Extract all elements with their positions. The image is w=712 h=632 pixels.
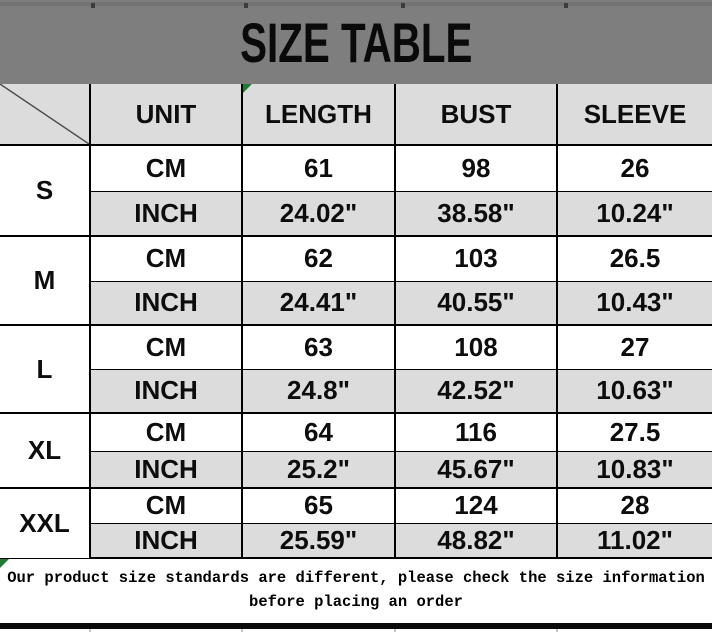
row-m-inch xyxy=(0,281,712,325)
unit-cell: CM xyxy=(90,413,242,451)
value-cell: 28 xyxy=(557,488,712,523)
column-header-length xyxy=(242,84,395,145)
unit-cell: CM xyxy=(90,325,242,369)
value-cell: 65 xyxy=(242,488,395,523)
grid-artifact-top xyxy=(0,2,712,6)
value-cell: 10.24" xyxy=(557,191,712,236)
value-cell: 25.59" xyxy=(242,523,395,558)
size-label-l: L xyxy=(0,325,90,413)
value-cell: 10.43" xyxy=(557,281,712,325)
error-marker-icon xyxy=(243,84,252,93)
row-l-inch xyxy=(0,369,712,413)
size-label-m: M xyxy=(0,236,90,325)
row-l-cm xyxy=(0,325,712,369)
value-cell: 63 xyxy=(242,325,395,369)
value-cell: 40.55" xyxy=(395,281,557,325)
note-line-2: before placing an order xyxy=(249,593,463,611)
grid-artifact-notch xyxy=(401,3,405,8)
grid-artifact-notch xyxy=(564,3,568,8)
unit-cell: INCH xyxy=(90,369,242,413)
size-table xyxy=(0,84,712,559)
value-cell: 42.52" xyxy=(395,369,557,413)
row-xxl-cm xyxy=(0,488,712,523)
grid-artifact-notch xyxy=(91,3,95,8)
value-cell: 38.58" xyxy=(395,191,557,236)
value-cell: 45.67" xyxy=(395,451,557,488)
value-cell: 103 xyxy=(395,236,557,281)
size-label-xl: XL xyxy=(0,413,90,488)
row-xl-cm xyxy=(0,413,712,451)
column-header-unit: UNIT xyxy=(90,84,242,145)
value-cell: 26.5 xyxy=(557,236,712,281)
unit-cell: INCH xyxy=(90,523,242,558)
value-cell: 61 xyxy=(242,145,395,191)
size-label-s: S xyxy=(0,145,90,236)
value-cell: 62 xyxy=(242,236,395,281)
value-cell: 27 xyxy=(557,325,712,369)
header-row xyxy=(0,84,712,145)
column-header-length-label: LENGTH xyxy=(265,98,372,129)
value-cell: 24.41" xyxy=(242,281,395,325)
unit-cell: CM xyxy=(90,236,242,281)
value-cell: 24.02" xyxy=(242,191,395,236)
column-header-sleeve: SLEEVE xyxy=(557,84,712,145)
size-label-xxl: XXL xyxy=(0,488,90,558)
value-cell: 24.8" xyxy=(242,369,395,413)
value-cell: 11.02" xyxy=(557,523,712,558)
value-cell: 116 xyxy=(395,413,557,451)
value-cell: 26 xyxy=(557,145,712,191)
value-cell: 98 xyxy=(395,145,557,191)
diagonal-header-cell xyxy=(0,84,90,145)
value-cell: 10.83" xyxy=(557,451,712,488)
unit-cell: CM xyxy=(90,145,242,191)
page-title: SIZE TABLE xyxy=(239,10,473,74)
value-cell: 124 xyxy=(395,488,557,523)
value-cell: 108 xyxy=(395,325,557,369)
row-m-cm xyxy=(0,236,712,281)
value-cell: 64 xyxy=(242,413,395,451)
unit-cell: INCH xyxy=(90,281,242,325)
unit-cell: INCH xyxy=(90,191,242,236)
value-cell: 27.5 xyxy=(557,413,712,451)
row-xxl-inch xyxy=(0,523,712,558)
row-xl-inch xyxy=(0,451,712,488)
grid-artifact-notch xyxy=(244,3,248,8)
column-header-bust: BUST xyxy=(395,84,557,145)
note-line-1: Our product size standards are different, please check the size information xyxy=(7,569,705,587)
value-cell: 10.63" xyxy=(557,369,712,413)
unit-cell: CM xyxy=(90,488,242,523)
diagonal-line-icon xyxy=(0,84,89,144)
row-s-inch xyxy=(0,191,712,236)
unit-cell: INCH xyxy=(90,451,242,488)
row-s-cm xyxy=(0,145,712,191)
title-band xyxy=(0,0,712,84)
value-cell: 48.82" xyxy=(395,523,557,558)
note-footer xyxy=(0,559,712,623)
value-cell: 25.2" xyxy=(242,451,395,488)
